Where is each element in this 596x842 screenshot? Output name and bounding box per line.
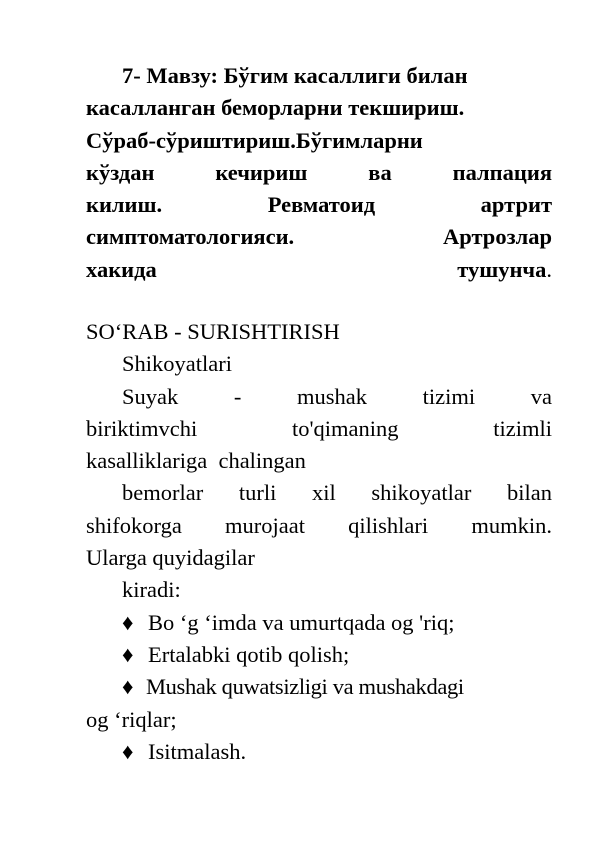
body-word: qilishlari (348, 512, 429, 538)
section-body (86, 316, 552, 768)
list-item (86, 639, 552, 671)
title-word: симптоматологияси. (86, 224, 295, 250)
body-word: murojaat (225, 512, 305, 538)
list-item-text: Ertalabki qotib qolish; (148, 641, 350, 667)
title-line-4 (86, 157, 552, 189)
title-word: Артрозлар (443, 224, 552, 250)
body-word: tizimi (422, 383, 476, 409)
title-line-1: 7- Мавзу: Бўгим касаллиги билан (122, 63, 468, 88)
title-word: тушунча (457, 256, 547, 282)
list-item-continuation: og ‘riqlar; (86, 706, 177, 732)
body-word: va (530, 383, 552, 409)
title-word: кўздан (86, 159, 155, 185)
paragraph-2-line-3: Ularga quyidagilar (86, 545, 255, 571)
paragraph-1-line-2 (86, 413, 552, 445)
title-word: килиш. (86, 192, 163, 218)
title-word: хакида (86, 256, 157, 282)
title-line-2: касалланган беморларни текшириш. (86, 95, 465, 121)
list-item-text: Mushak quwatsizligi va mushakdagi (146, 674, 464, 700)
body-word: xil (311, 480, 336, 506)
body-word: turli (238, 480, 277, 506)
body-word: bilan (506, 480, 552, 506)
title-word: палпация (452, 159, 552, 185)
title-word: кечириш (215, 159, 308, 185)
body-word: shikoyatlar (371, 480, 472, 506)
title-line-5 (86, 189, 552, 221)
body-word: mushak (297, 383, 367, 409)
body-word: biriktimvchi (86, 415, 198, 441)
list-item-text: Isitmalash. (148, 738, 247, 764)
list-item (86, 671, 552, 703)
section-subheading: Shikoyatlari (122, 351, 232, 377)
topic-title (86, 60, 552, 286)
diamond-bullet-icon: ♦ (122, 738, 134, 764)
title-word: Ревматоид (267, 192, 376, 218)
paragraph-2-line-1 (86, 477, 552, 509)
body-word: to'qimaning (291, 415, 399, 441)
section-heading: SO‘RAB - SURISHTIRISH (86, 319, 340, 344)
body-word: bemorlar (122, 480, 204, 506)
title-period: . (546, 256, 552, 282)
list-item (86, 736, 552, 768)
body-word: Suyak (122, 383, 179, 409)
title-word: артрит (480, 192, 552, 218)
paragraph-3: kiradi: (122, 577, 181, 603)
diamond-bullet-icon: ♦ (122, 674, 134, 700)
title-line-3: Сўраб-сўриштириш.Бўгимларни (86, 127, 423, 153)
title-word: ва (368, 159, 392, 185)
paragraph-2-line-2 (86, 510, 552, 542)
diamond-bullet-icon: ♦ (122, 641, 134, 667)
body-word: mumkin. (471, 512, 552, 538)
list-item (86, 607, 552, 639)
body-word: - (233, 383, 242, 409)
paragraph-1-line-1 (86, 381, 552, 413)
title-line-6 (86, 221, 552, 253)
body-word: tizimli (493, 415, 552, 441)
list-item-text: Bo ‘g ‘imda va umurtqada og 'riq; (148, 609, 455, 635)
title-word-group (457, 254, 552, 286)
title-line-7 (86, 254, 552, 286)
paragraph-1-line-3: kasalliklariga chalingan (86, 448, 306, 474)
body-word: shifokorga (86, 512, 182, 538)
diamond-bullet-icon: ♦ (122, 609, 134, 635)
